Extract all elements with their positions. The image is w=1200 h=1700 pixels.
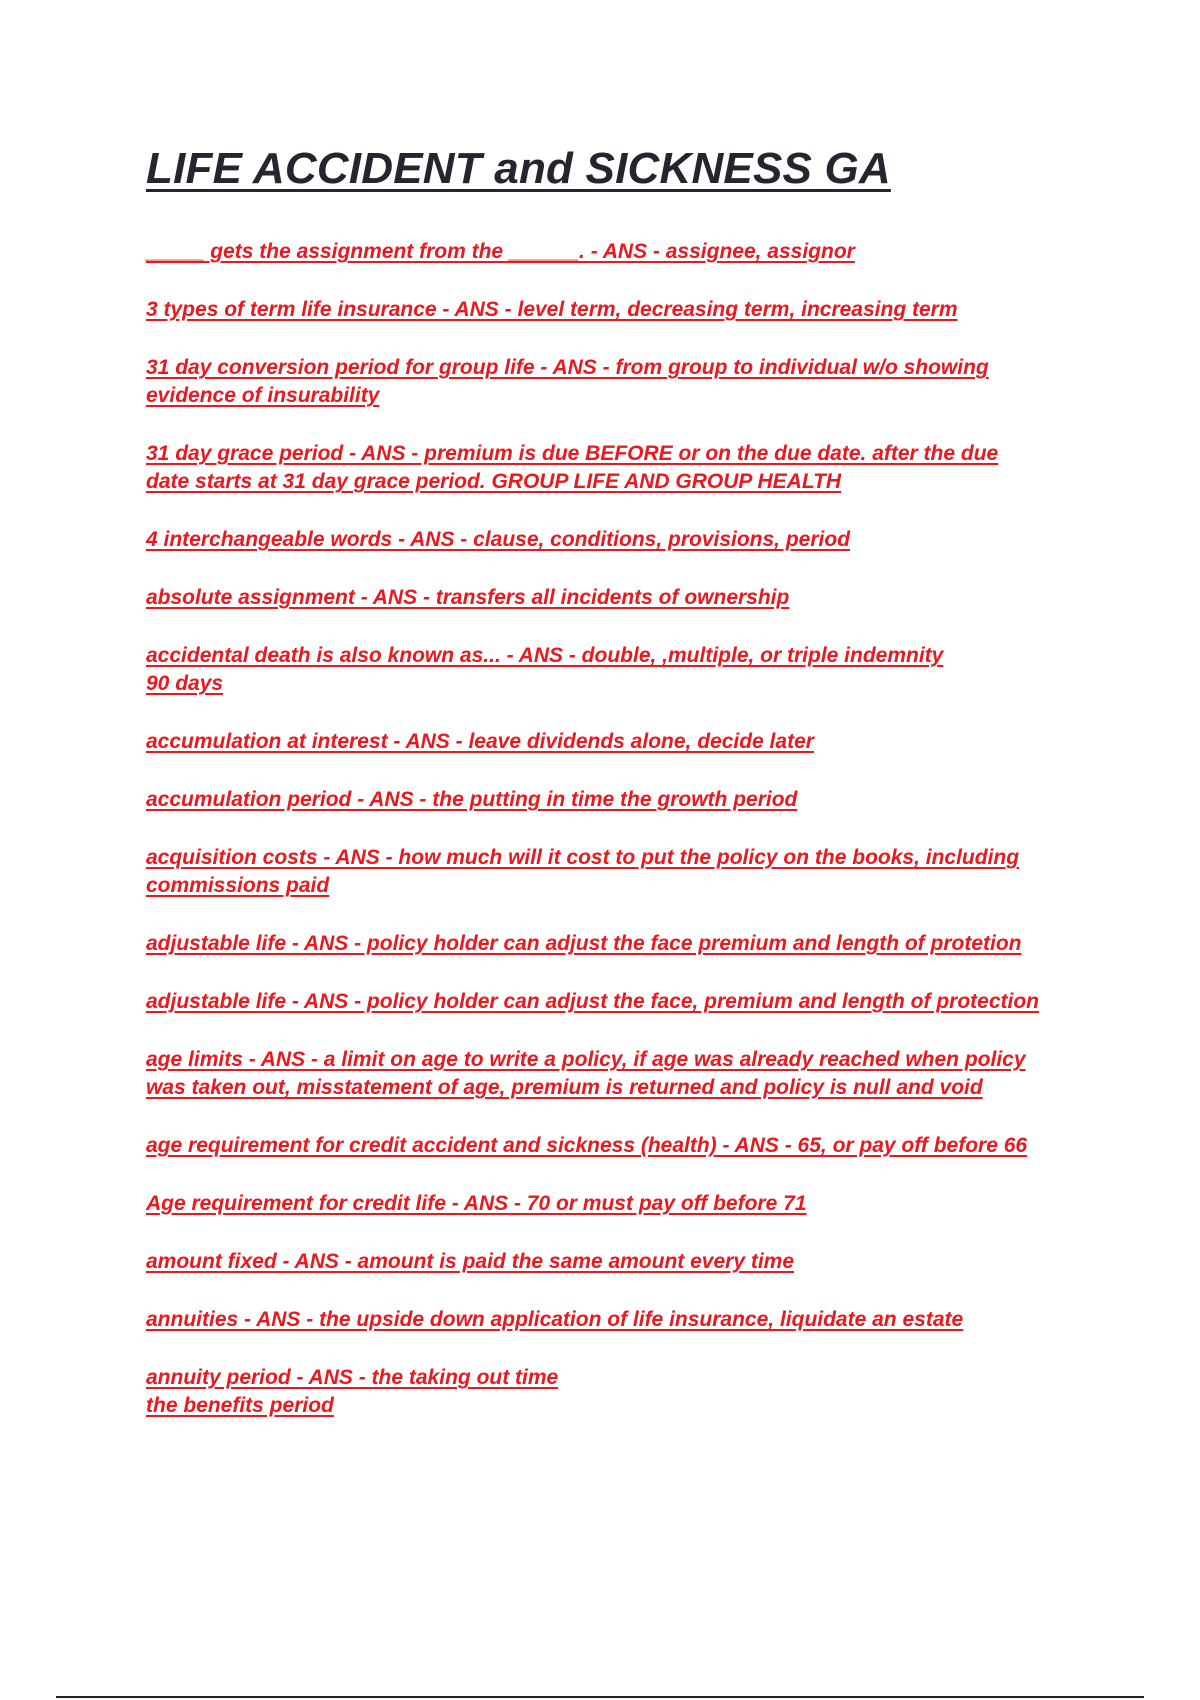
flashcard-entry-18: annuity period - ANS - the taking out time the benefits period <box>146 1366 559 1417</box>
flashcard-entry-2: 3 types of term life insurance - ANS - level term, decreasing term, increasing term <box>146 298 958 321</box>
flashcard-entry-8: accumulation at interest - ANS - leave dividends alone, decide later <box>146 730 814 753</box>
flashcard-entry-15: Age requirement for credit life - ANS - 70 or must pay off before 71 <box>146 1192 807 1215</box>
flashcard-entry-7: accidental death is also known as... - ANS - double, ,multiple, or triple indemnity 90 days <box>146 644 944 695</box>
flashcard-entry-12: adjustable life - ANS - policy holder can adjust the face, premium and length of protection <box>146 990 1040 1013</box>
flashcard-entry-11: adjustable life - ANS - policy holder can adjust the face premium and length of protetion <box>146 932 1022 955</box>
flashcard-entry-10: acquisition costs - ANS - how much will it cost to put the policy on the books, including commissions paid <box>146 846 1020 897</box>
flashcard-entry-17: annuities - ANS - the upside down application of life insurance, liquidate an estate <box>146 1308 964 1331</box>
flashcard-list <box>146 238 1096 1450</box>
flashcard-entry-16: amount fixed - ANS - amount is paid the same amount every time <box>146 1250 795 1273</box>
flashcard-entry-3: 31 day conversion period for group life - ANS - from group to individual w/o showing evidence of insurability <box>146 356 989 407</box>
footer-divider <box>56 1696 1144 1698</box>
flashcard-entry-9: accumulation period - ANS - the putting in time the growth period <box>146 788 798 811</box>
flashcard-entry-1: _____ gets the assignment from the ______. - ANS - assignee, assignor <box>146 240 855 263</box>
flashcard-entry-4: 31 day grace period - ANS - premium is due BEFORE or on the due date. after the due date starts at 31 day grace period. GROUP LIFE AND GROUP HEALTH <box>146 442 999 493</box>
flashcard-entry-6: absolute assignment - ANS - transfers all incidents of ownership <box>146 586 790 609</box>
flashcard-entry-14: age requirement for credit accident and sickness (health) - ANS - 65, or pay off before 66 <box>146 1134 1028 1157</box>
document-title: LIFE ACCIDENT and SICKNESS GA <box>146 144 891 193</box>
flashcard-entry-5: 4 interchangeable words - ANS - clause, conditions, provisions, period <box>146 528 851 551</box>
flashcard-entry-13: age limits - ANS - a limit on age to write a policy, if age was already reached when policy was taken out, misstatement of age, premium is returned and policy is null and void <box>146 1048 1026 1099</box>
